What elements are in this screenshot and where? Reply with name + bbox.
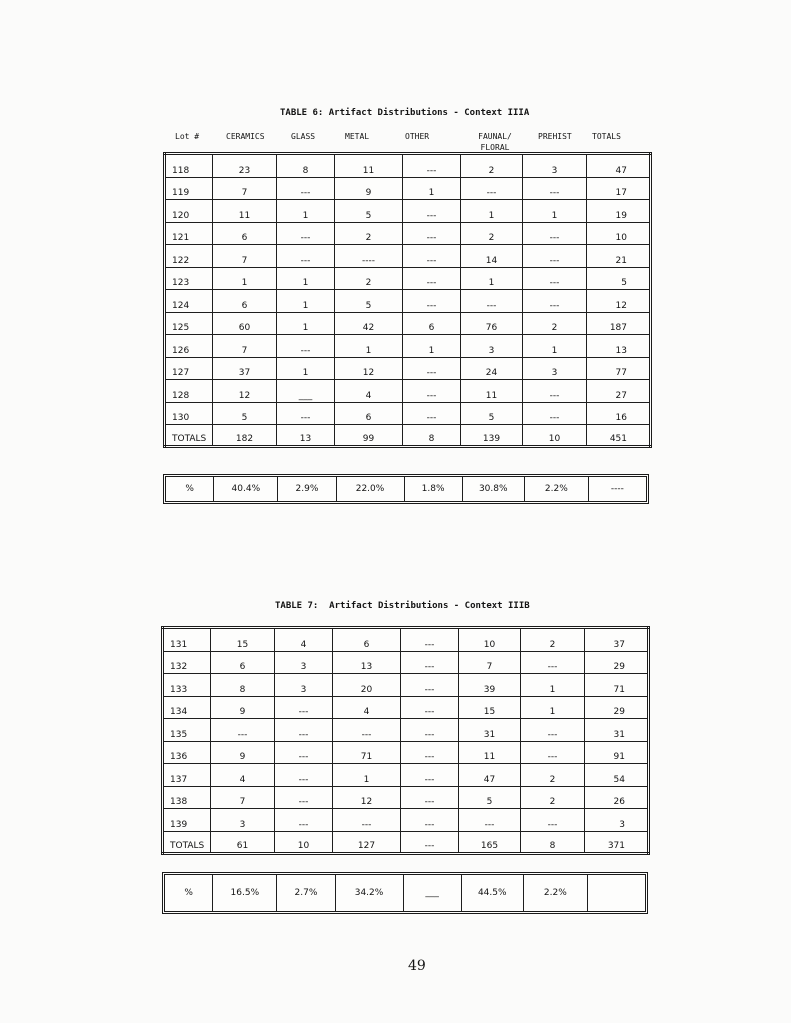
header-totals: TOTALS <box>592 132 621 141</box>
cell-other: --- <box>403 380 461 403</box>
cell-totals: 187 <box>587 312 651 335</box>
cell-lot: 137 <box>163 764 211 787</box>
cell-glass: 10 <box>275 831 333 853</box>
pct-totals <box>587 875 645 911</box>
cell-faunal-floral: 11 <box>461 380 523 403</box>
cell-glass: --- <box>275 786 333 809</box>
cell-lot: 119 <box>165 177 213 200</box>
cell-other: --- <box>401 719 459 742</box>
cell-glass: --- <box>275 696 333 719</box>
table-row <box>163 809 649 832</box>
cell-other: --- <box>401 674 459 697</box>
cell-totals: 29 <box>585 651 649 674</box>
cell-lot: 136 <box>163 741 211 764</box>
cell-ceramics: 60 <box>213 312 277 335</box>
pct-metal: 22.0% <box>336 477 404 501</box>
cell-metal: 9 <box>335 177 403 200</box>
pct-other: 1.8% <box>404 477 462 501</box>
cell-metal: 12 <box>335 357 403 380</box>
cell-totals: 3 <box>585 809 649 832</box>
cell-metal: 6 <box>333 628 401 652</box>
table-row <box>165 380 651 403</box>
cell-totals: 5 <box>587 267 651 290</box>
cell-lot: 139 <box>163 809 211 832</box>
table-row <box>163 674 649 697</box>
cell-totals: 21 <box>587 245 651 268</box>
cell-ceramics: 6 <box>213 290 277 313</box>
cell-faunal-floral: 139 <box>461 425 523 447</box>
table6-grid <box>163 152 652 448</box>
cell-prehist: --- <box>523 290 587 313</box>
cell-glass: --- <box>277 222 335 245</box>
cell-totals: 17 <box>587 177 651 200</box>
cell-other: --- <box>401 809 459 832</box>
cell-other: --- <box>403 357 461 380</box>
cell-other: --- <box>401 764 459 787</box>
cell-lot: 123 <box>165 267 213 290</box>
cell-totals: 47 <box>587 154 651 178</box>
cell-faunal-floral: 1 <box>461 200 523 223</box>
cell-metal: 13 <box>333 651 401 674</box>
pct-faunal: 30.8% <box>462 477 524 501</box>
pct-ceramics: 40.4% <box>213 477 277 501</box>
cell-faunal-floral: 15 <box>459 696 521 719</box>
table-row <box>165 402 651 425</box>
table-row <box>163 741 649 764</box>
cell-metal: 5 <box>335 290 403 313</box>
cell-faunal-floral: 76 <box>461 312 523 335</box>
table-row <box>165 222 651 245</box>
cell-ceramics: 9 <box>211 696 275 719</box>
cell-other: --- <box>403 290 461 313</box>
cell-faunal-floral: 165 <box>459 831 521 853</box>
cell-totals: 91 <box>585 741 649 764</box>
cell-totals: 77 <box>587 357 651 380</box>
cell-prehist: --- <box>523 222 587 245</box>
pct-totals: ---- <box>588 477 646 501</box>
table-row <box>165 154 651 178</box>
cell-faunal-floral: 11 <box>459 741 521 764</box>
cell-ceramics: 182 <box>213 425 277 447</box>
cell-ceramics: 6 <box>213 222 277 245</box>
cell-glass: 13 <box>277 425 335 447</box>
cell-faunal-floral: 31 <box>459 719 521 742</box>
cell-glass: --- <box>277 245 335 268</box>
cell-other: --- <box>401 786 459 809</box>
cell-other: --- <box>401 831 459 853</box>
cell-lot: 133 <box>163 674 211 697</box>
cell-totals: 26 <box>585 786 649 809</box>
table-row <box>163 719 649 742</box>
header-prehist: PREHIST <box>538 132 572 141</box>
cell-ceramics: 61 <box>211 831 275 853</box>
cell-metal: 12 <box>333 786 401 809</box>
cell-glass: --- <box>275 809 333 832</box>
cell-prehist: --- <box>521 651 585 674</box>
cell-ceramics: 9 <box>211 741 275 764</box>
header-lot: Lot # <box>175 132 200 141</box>
table-row <box>163 651 649 674</box>
pct-other: ___ <box>403 875 461 911</box>
cell-lot: 134 <box>163 696 211 719</box>
cell-totals: 451 <box>587 425 651 447</box>
cell-ceramics: 4 <box>211 764 275 787</box>
cell-faunal-floral: --- <box>459 809 521 832</box>
table-row <box>165 177 651 200</box>
pct-prehist: 2.2% <box>523 875 587 911</box>
cell-ceramics: 12 <box>213 380 277 403</box>
cell-metal: 127 <box>333 831 401 853</box>
cell-ceramics: 7 <box>213 335 277 358</box>
pct-prehist: 2.2% <box>524 477 588 501</box>
page-number: 49 <box>408 958 426 974</box>
cell-lot: 118 <box>165 154 213 178</box>
cell-totals: 54 <box>585 764 649 787</box>
pct-metal: 34.2% <box>335 875 403 911</box>
cell-other: --- <box>403 222 461 245</box>
pct-ceramics: 16.5% <box>212 875 276 911</box>
table6-title: TABLE 6: Artifact Distributions - Context IIIA <box>280 108 530 118</box>
cell-faunal-floral: 7 <box>459 651 521 674</box>
cell-prehist: 1 <box>523 200 587 223</box>
cell-lot: 126 <box>165 335 213 358</box>
cell-glass: 1 <box>277 290 335 313</box>
cell-other: --- <box>403 200 461 223</box>
cell-totals: 71 <box>585 674 649 697</box>
header-faunal-floral <box>472 131 518 153</box>
cell-prehist: 2 <box>521 786 585 809</box>
cell-prehist: 1 <box>521 696 585 719</box>
cell-lot: TOTALS <box>163 831 211 853</box>
cell-glass: --- <box>275 719 333 742</box>
cell-ceramics: 37 <box>213 357 277 380</box>
cell-other: --- <box>401 628 459 652</box>
cell-metal: 6 <box>335 402 403 425</box>
header-ceramics: CERAMICS <box>226 132 265 141</box>
cell-ceramics: 3 <box>211 809 275 832</box>
pct-glass: 2.9% <box>277 477 335 501</box>
table6-percent-row <box>163 474 649 504</box>
cell-glass: ___ <box>277 380 335 403</box>
header-floral: FLORAL <box>480 143 510 152</box>
cell-prehist: 1 <box>521 674 585 697</box>
pct-label: % <box>184 888 193 898</box>
cell-metal: ---- <box>335 245 403 268</box>
cell-metal: 20 <box>333 674 401 697</box>
cell-lot: 138 <box>163 786 211 809</box>
cell-other: --- <box>403 245 461 268</box>
cell-faunal-floral: --- <box>461 177 523 200</box>
cell-other: --- <box>401 696 459 719</box>
cell-glass: --- <box>277 402 335 425</box>
table-row <box>165 357 651 380</box>
cell-prehist: 2 <box>521 764 585 787</box>
cell-prehist: --- <box>521 719 585 742</box>
cell-other: 1 <box>403 335 461 358</box>
cell-lot: 131 <box>163 628 211 652</box>
cell-faunal-floral: 10 <box>459 628 521 652</box>
cell-prehist: 2 <box>523 312 587 335</box>
cell-lot: 135 <box>163 719 211 742</box>
cell-ceramics: 7 <box>213 245 277 268</box>
totals-row <box>165 425 651 447</box>
table-row <box>165 290 651 313</box>
cell-other: 8 <box>403 425 461 447</box>
cell-other: --- <box>403 267 461 290</box>
table-row <box>165 267 651 290</box>
cell-other: --- <box>401 741 459 764</box>
cell-lot: 127 <box>165 357 213 380</box>
cell-glass: 1 <box>277 357 335 380</box>
cell-metal: 1 <box>335 335 403 358</box>
cell-glass: --- <box>275 764 333 787</box>
cell-totals: 10 <box>587 222 651 245</box>
cell-lot: 125 <box>165 312 213 335</box>
table-row <box>165 312 651 335</box>
cell-ceramics: 7 <box>213 177 277 200</box>
cell-prehist: 3 <box>523 154 587 178</box>
cell-ceramics: 8 <box>211 674 275 697</box>
cell-metal: 42 <box>335 312 403 335</box>
cell-ceramics: 1 <box>213 267 277 290</box>
table-row <box>165 245 651 268</box>
table-row <box>165 200 651 223</box>
cell-totals: 31 <box>585 719 649 742</box>
cell-metal: --- <box>333 719 401 742</box>
totals-row <box>163 831 649 853</box>
header-glass: GLASS <box>291 132 316 141</box>
table7-grid <box>161 626 650 855</box>
cell-ceramics: 6 <box>211 651 275 674</box>
table-row <box>165 335 651 358</box>
cell-prehist: 3 <box>523 357 587 380</box>
cell-lot: 120 <box>165 200 213 223</box>
cell-ceramics: 15 <box>211 628 275 652</box>
table-row <box>163 764 649 787</box>
table7-percent-row <box>162 872 648 914</box>
cell-glass: 1 <box>277 200 335 223</box>
cell-prehist: --- <box>521 809 585 832</box>
cell-glass: --- <box>277 335 335 358</box>
cell-ceramics: --- <box>211 719 275 742</box>
cell-faunal-floral: 2 <box>461 154 523 178</box>
cell-lot: 130 <box>165 402 213 425</box>
cell-prehist: 8 <box>521 831 585 853</box>
table-row <box>163 786 649 809</box>
cell-glass: 4 <box>275 628 333 652</box>
cell-faunal-floral: 1 <box>461 267 523 290</box>
cell-metal: 5 <box>335 200 403 223</box>
cell-faunal-floral: 5 <box>459 786 521 809</box>
cell-glass: 1 <box>277 267 335 290</box>
cell-glass: --- <box>275 741 333 764</box>
header-metal: METAL <box>345 132 370 141</box>
cell-prehist: --- <box>523 177 587 200</box>
table-row <box>163 628 649 652</box>
pct-faunal: 44.5% <box>461 875 523 911</box>
cell-lot: 122 <box>165 245 213 268</box>
cell-prehist: 10 <box>523 425 587 447</box>
cell-faunal-floral: 3 <box>461 335 523 358</box>
cell-ceramics: 11 <box>213 200 277 223</box>
header-other: OTHER <box>405 132 430 141</box>
cell-faunal-floral: 5 <box>461 402 523 425</box>
cell-other: 6 <box>403 312 461 335</box>
cell-faunal-floral: 39 <box>459 674 521 697</box>
cell-metal: 2 <box>335 267 403 290</box>
cell-ceramics: 5 <box>213 402 277 425</box>
cell-lot: 124 <box>165 290 213 313</box>
cell-metal: 4 <box>335 380 403 403</box>
cell-lot: 132 <box>163 651 211 674</box>
cell-totals: 19 <box>587 200 651 223</box>
cell-totals: 13 <box>587 335 651 358</box>
cell-glass: 3 <box>275 674 333 697</box>
cell-other: --- <box>401 651 459 674</box>
cell-faunal-floral: 2 <box>461 222 523 245</box>
cell-lot: 121 <box>165 222 213 245</box>
cell-faunal-floral: 14 <box>461 245 523 268</box>
cell-totals: 37 <box>585 628 649 652</box>
header-faunal: FAUNAL/ <box>478 132 512 141</box>
cell-glass: 1 <box>277 312 335 335</box>
cell-metal: --- <box>333 809 401 832</box>
cell-totals: 29 <box>585 696 649 719</box>
cell-other: --- <box>403 402 461 425</box>
cell-prehist: 2 <box>521 628 585 652</box>
cell-totals: 371 <box>585 831 649 853</box>
cell-prehist: --- <box>523 380 587 403</box>
cell-prehist: --- <box>523 402 587 425</box>
cell-lot: TOTALS <box>165 425 213 447</box>
cell-prehist: --- <box>523 267 587 290</box>
cell-faunal-floral: --- <box>461 290 523 313</box>
table-row <box>163 696 649 719</box>
cell-metal: 2 <box>335 222 403 245</box>
cell-glass: 3 <box>275 651 333 674</box>
cell-lot: 128 <box>165 380 213 403</box>
cell-prehist: --- <box>521 741 585 764</box>
pct-glass: 2.7% <box>276 875 334 911</box>
cell-metal: 1 <box>333 764 401 787</box>
cell-faunal-floral: 47 <box>459 764 521 787</box>
cell-metal: 11 <box>335 154 403 178</box>
cell-glass: 8 <box>277 154 335 178</box>
cell-glass: --- <box>277 177 335 200</box>
cell-other: --- <box>403 154 461 178</box>
cell-metal: 4 <box>333 696 401 719</box>
pct-label: % <box>185 484 194 494</box>
cell-totals: 16 <box>587 402 651 425</box>
cell-prehist: --- <box>523 245 587 268</box>
cell-metal: 99 <box>335 425 403 447</box>
cell-totals: 27 <box>587 380 651 403</box>
cell-prehist: 1 <box>523 335 587 358</box>
cell-faunal-floral: 24 <box>461 357 523 380</box>
table7-title: TABLE 7: Artifact Distributions - Context IIIB <box>275 601 530 611</box>
cell-metal: 71 <box>333 741 401 764</box>
cell-ceramics: 23 <box>213 154 277 178</box>
cell-totals: 12 <box>587 290 651 313</box>
cell-ceramics: 7 <box>211 786 275 809</box>
cell-other: 1 <box>403 177 461 200</box>
